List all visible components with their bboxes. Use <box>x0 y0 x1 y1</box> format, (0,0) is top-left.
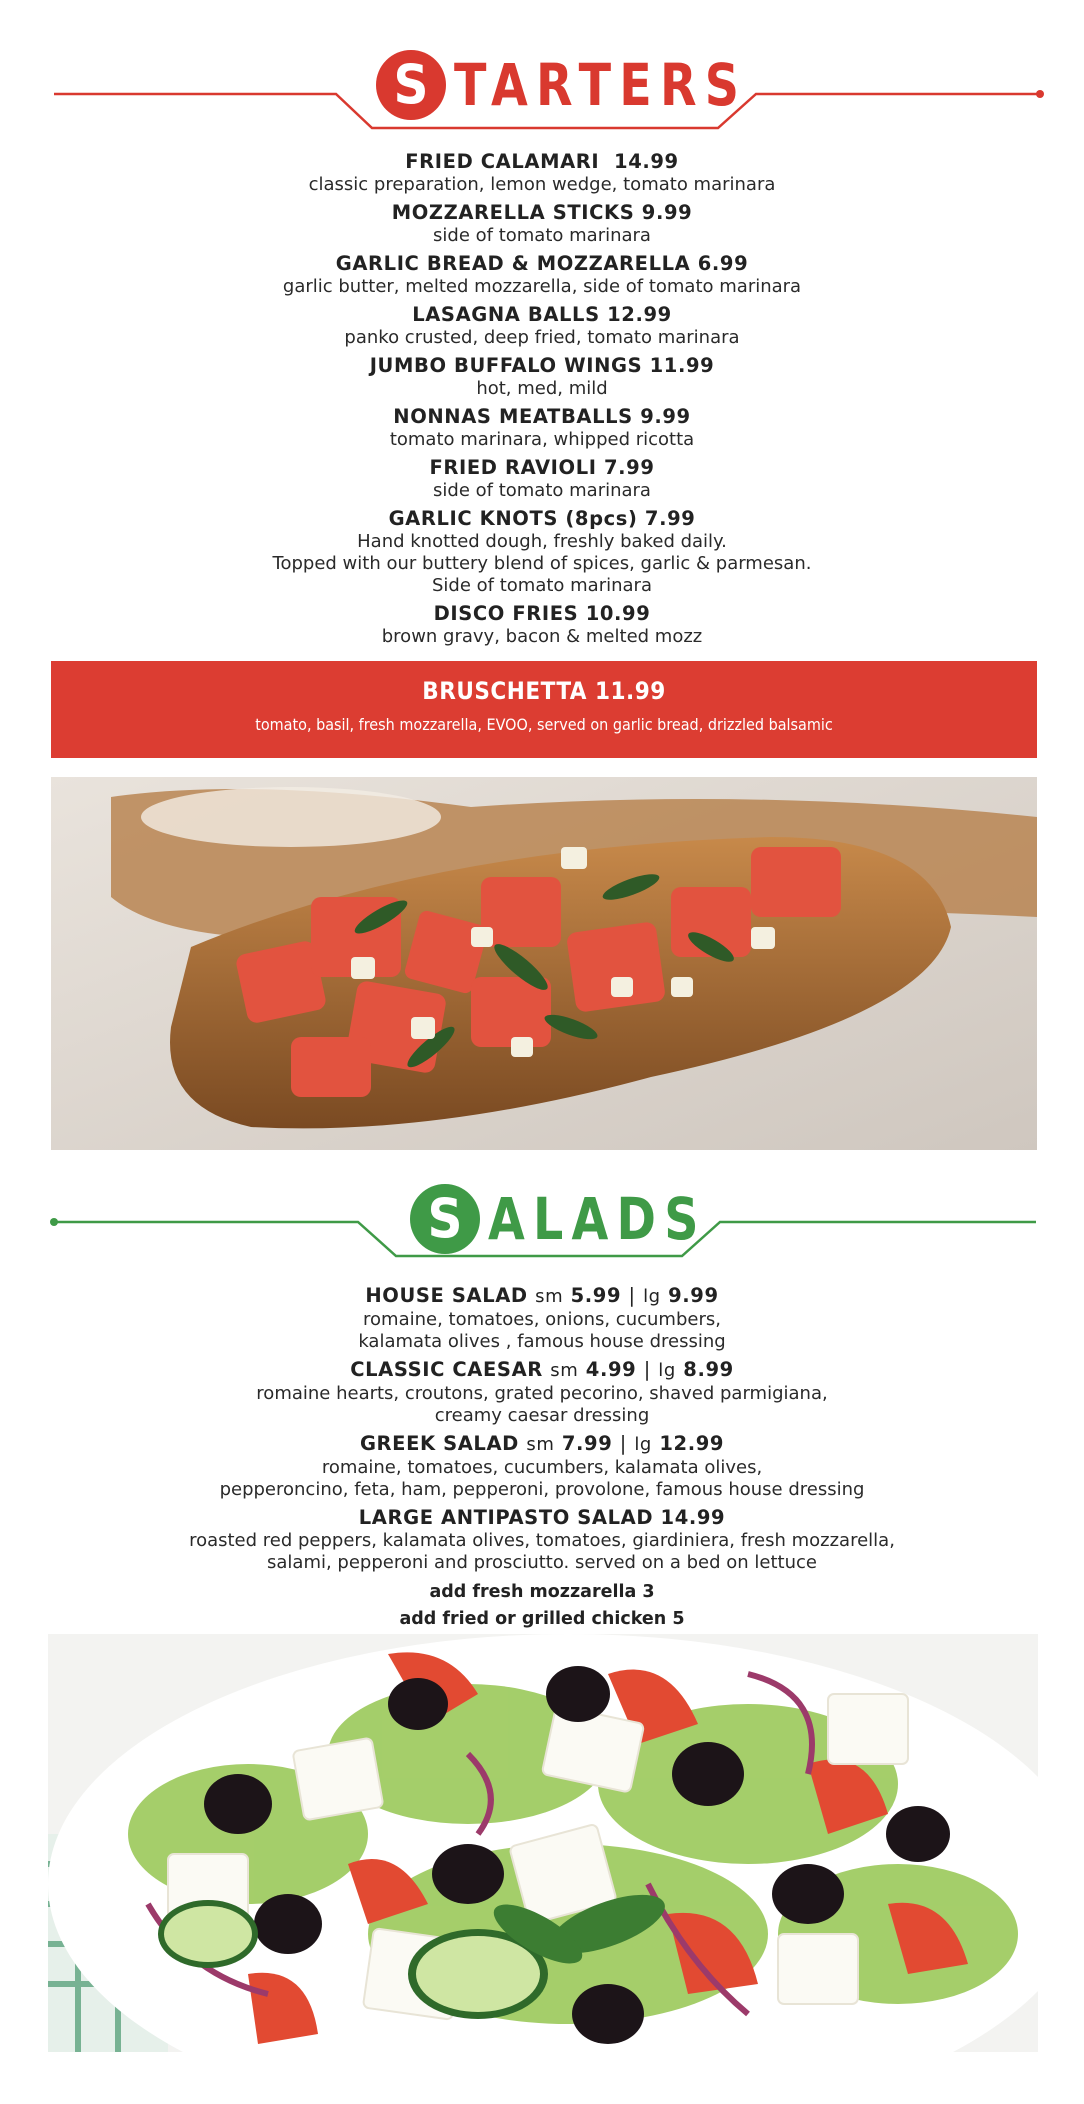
menu-item <box>40 1284 1044 1353</box>
menu-item <box>40 1358 1044 1427</box>
item-description: romaine hearts, croutons, grated pecorino, shaved parmigiana, creamy caesar dressing <box>256 1383 828 1426</box>
item-description: brown gravy, bacon & melted mozz <box>381 626 703 647</box>
salads-badge: S <box>410 1184 480 1254</box>
item-name: HOUSE SALAD sm 5.99 | lg 9.99 <box>365 1284 719 1307</box>
item-description: classic preparation, lemon wedge, tomato marinara <box>308 174 776 195</box>
starters-title-text: TARTERS <box>454 51 748 119</box>
item-name: GREEK SALAD sm 7.99 | lg 12.99 <box>359 1432 725 1455</box>
addon-chicken: add fried or grilled chicken 5 <box>399 1609 685 1629</box>
item-description: Hand knotted dough, freshly baked daily. Topped with our buttery blend of spices, garlic & parmesan. Side of tomato marinara <box>272 531 812 596</box>
item-name: GARLIC KNOTS (8pcs) 7.99 <box>388 507 696 530</box>
item-name: LASAGNA BALLS 12.99 <box>412 303 672 326</box>
menu-item <box>40 354 1044 400</box>
item-name: CLASSIC CAESAR sm 4.99 | lg 8.99 <box>350 1358 734 1381</box>
starters-header <box>0 46 1084 146</box>
salad-photo <box>48 1634 1038 2052</box>
item-name: GARLIC BREAD & MOZZARELLA 6.99 <box>335 252 749 275</box>
item-description: side of tomato marinara <box>433 480 651 501</box>
item-description: romaine, tomatoes, onions, cucumbers, kalamata olives , famous house dressing <box>358 1309 726 1352</box>
item-name: MOZZARELLA STICKS 9.99 <box>391 201 693 224</box>
menu-item <box>40 303 1044 349</box>
item-name: FRIED RAVIOLI 7.99 <box>429 456 655 479</box>
item-description: romaine, tomatoes, cucumbers, kalamata olives, pepperoncino, feta, ham, pepperoni, provolone, famous house dressing <box>219 1457 865 1500</box>
menu-item <box>40 456 1044 502</box>
bruschetta-banner <box>51 661 1037 758</box>
starters-badge: S <box>376 50 446 120</box>
starters-list <box>40 150 1044 653</box>
item-description: side of tomato marinara <box>433 225 651 246</box>
item-description: garlic butter, melted mozzarella, side of tomato marinara <box>282 276 802 297</box>
salads-title <box>410 1184 755 1254</box>
menu-item <box>40 405 1044 451</box>
menu-item <box>40 252 1044 298</box>
item-description: tomato marinara, whipped ricotta <box>389 429 695 450</box>
item-name: DISCO FRIES 10.99 <box>433 602 651 625</box>
bruschetta-photo <box>51 777 1037 1150</box>
starters-title <box>376 50 812 120</box>
menu-item <box>40 1432 1044 1501</box>
addon-mozzarella: add fresh mozzarella 3 <box>429 1582 655 1602</box>
item-description: panko crusted, deep fried, tomato marinara <box>344 327 740 348</box>
salads-title-text: ALADS <box>488 1185 707 1253</box>
menu-item <box>40 201 1044 247</box>
menu-item <box>40 150 1044 196</box>
item-description: hot, med, mild <box>476 378 608 399</box>
bruschetta-description: tomato, basil, fresh mozzarella, EVOO, served on garlic bread, drizzled balsamic <box>255 715 833 734</box>
menu-item <box>40 507 1044 597</box>
item-name: NONNAS MEATBALLS 9.99 <box>393 405 691 428</box>
item-description: roasted red peppers, kalamata olives, tomatoes, giardiniera, fresh mozzarella, salami, pepperoni and prosciutto. served on a bed on lettuce <box>189 1530 895 1573</box>
item-name: JUMBO BUFFALO WINGS 11.99 <box>369 354 715 377</box>
item-name: LARGE ANTIPASTO SALAD 14.99 <box>358 1506 726 1529</box>
menu-item <box>40 602 1044 648</box>
item-name: FRIED CALAMARI 14.99 <box>405 150 679 173</box>
menu-item <box>40 1506 1044 1574</box>
salads-list <box>40 1284 1044 1633</box>
bruschetta-title: BRUSCHETTA 11.99 <box>422 677 666 705</box>
salads-header <box>0 1180 1084 1280</box>
